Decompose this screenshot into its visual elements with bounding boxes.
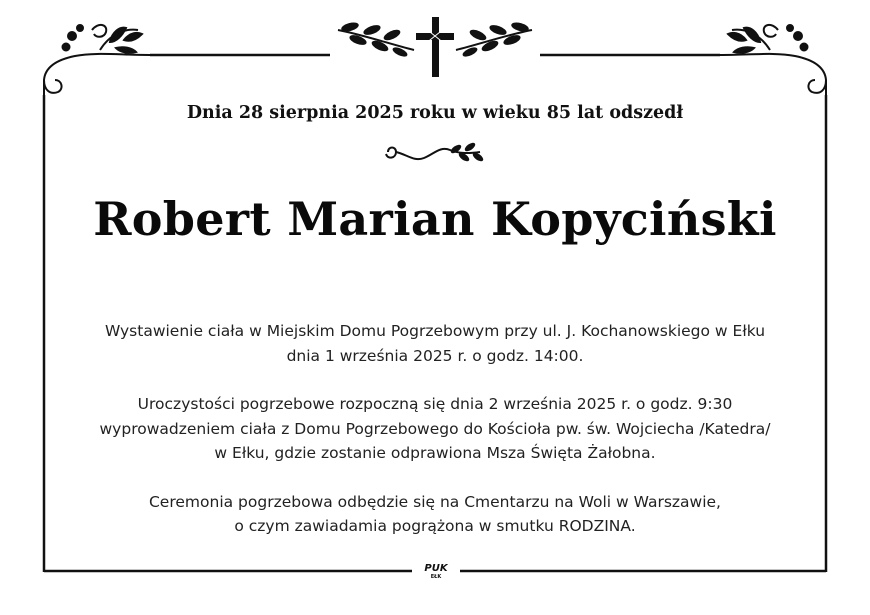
logo-subtext: EŁK (430, 574, 442, 580)
paragraph-burial (50, 490, 820, 539)
death-announcement-headline: Dnia 28 sierpnia 2025 roku w wieku 85 lat odszedł (186, 103, 684, 123)
body-line: w Ełku, gdzie zostanie odprawiona Msza Święta Żałobna. (214, 444, 656, 462)
body-line: o czym zawiadamia pogrążona w smutku RODZINA. (234, 517, 636, 535)
body-line: Wystawienie ciała w Miejskim Domu Pogrzebowym przy ul. J. Kochanowskiego w Ełku (104, 322, 766, 340)
body-line: wyprowadzeniem ciała z Domu Pogrzebowego do Kościoła pw. św. Wojciecha /Katedra/ (99, 419, 771, 438)
notice-body (50, 319, 820, 563)
puk-logo (416, 564, 456, 580)
floral-scroll-icon (44, 25, 150, 95)
body-line: dnia 1 września 2025 r. o godz. 14:00. (286, 346, 584, 365)
body-line: Uroczystości pogrzebowe rozpoczną się dnia 2 września 2025 r. o godz. 9:30 (137, 395, 733, 413)
floral-scroll-icon (720, 25, 826, 95)
logo-text: PUK (424, 563, 448, 574)
cross-with-laurel-icon (338, 17, 532, 77)
paragraph-ceremony (50, 392, 820, 466)
body-line: Ceremonia pogrzebowa odbędzie się na Cmentarzu na Woli w Warszawie, (148, 492, 721, 511)
leaf-flourish-icon (384, 142, 486, 168)
deceased-name: Robert Marian Kopyciński (93, 192, 777, 246)
paragraph-viewing (50, 319, 820, 368)
